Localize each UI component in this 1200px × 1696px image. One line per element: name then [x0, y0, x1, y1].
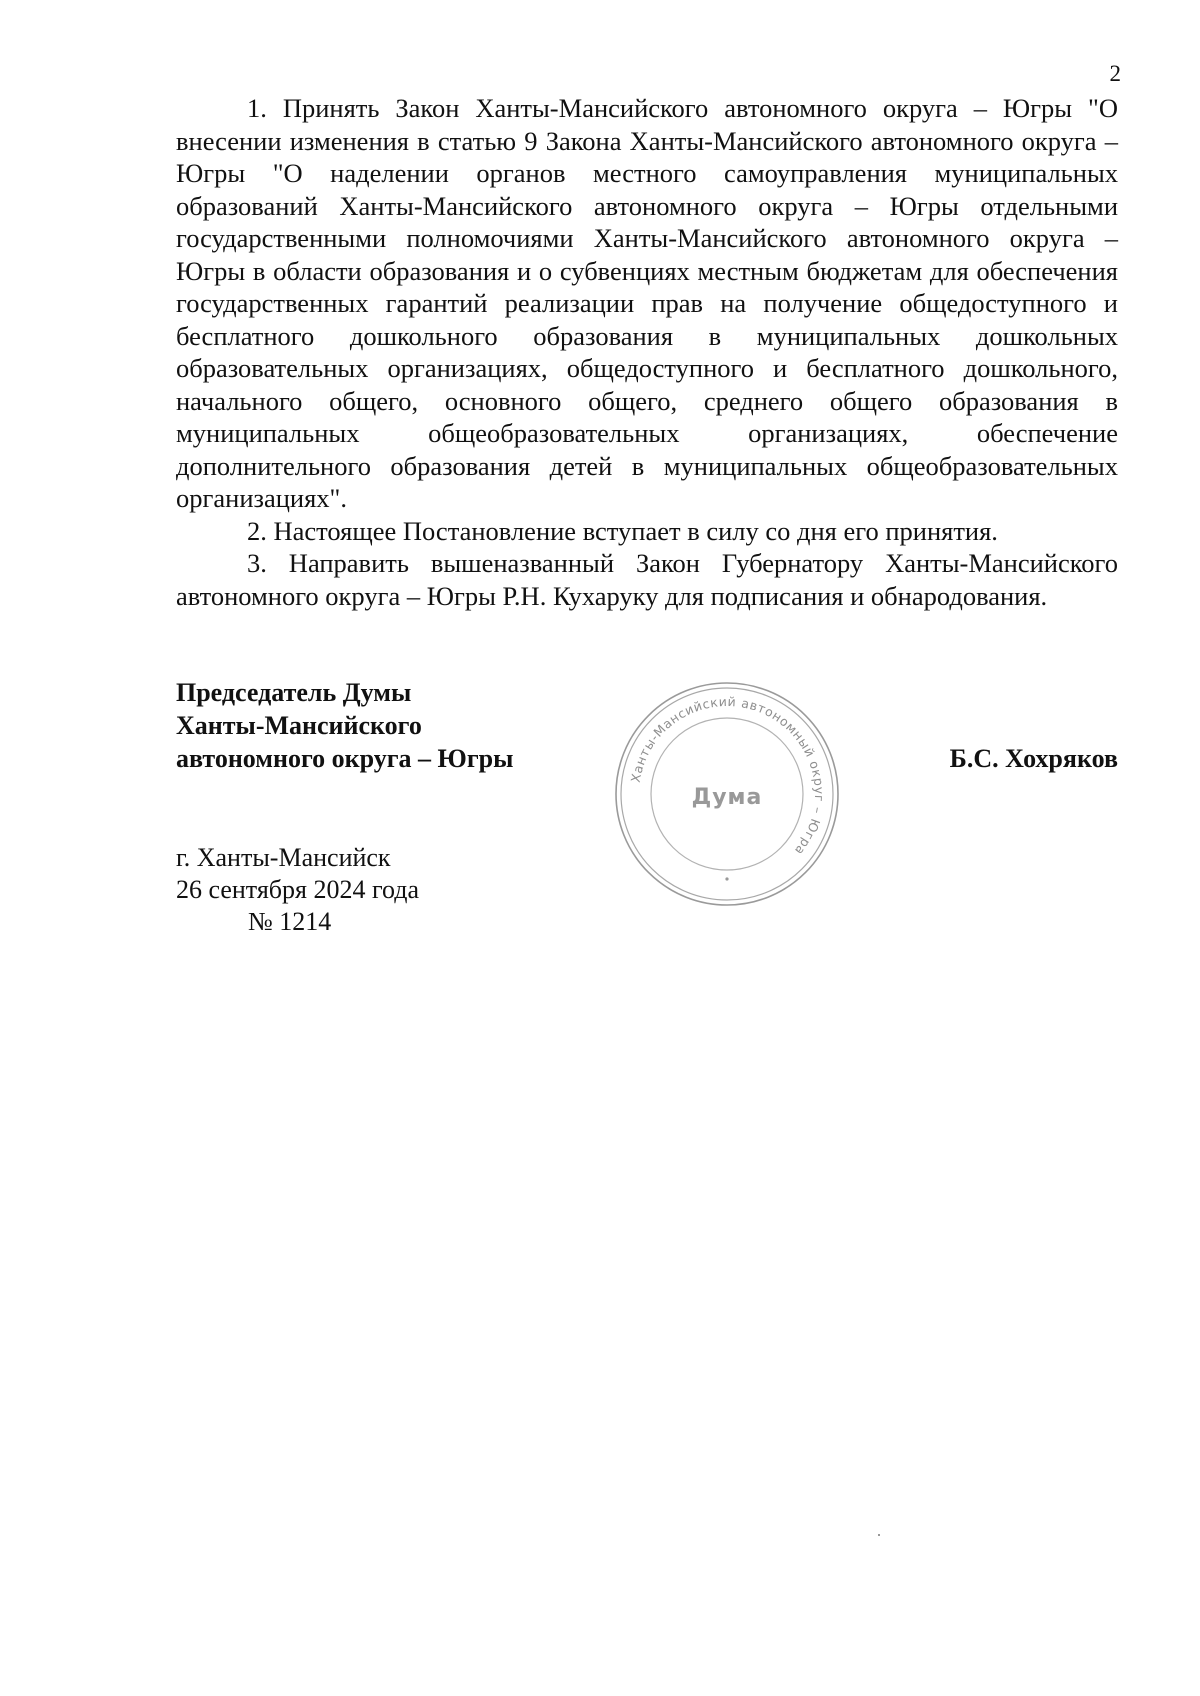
page-number: 2: [1109, 61, 1121, 86]
signatory-name: Б.С. Хохряков: [949, 744, 1118, 773]
seal-center-text: Дума: [691, 785, 763, 810]
adoption-date: 26 сентября 2024 года: [176, 875, 420, 904]
place-date-number: [176, 842, 419, 938]
signatory-title-line-2: Ханты-Мансийского: [176, 711, 422, 740]
scan-speck: [878, 1534, 880, 1536]
document-number: № 1214: [248, 907, 332, 936]
resolution-body: [176, 92, 1118, 612]
signatory-title-line-1: Председатель Думы: [176, 678, 412, 707]
paragraph-1: 1. Принять Закон Ханты-Мансийского автономного округа – Югры "О внесении изменения в статью 9 Закона Ханты-Мансийского автономного округа – Югры "О наделении органов местного самоуправления муниципальных образований Ханты-Мансийского автономного округа – Югры отдельными государственными полномочиями Ханты-Мансийского автономного округа – Югры в области образования и о субвенциях местным бюджетам для обеспечения государственных гарантий реализации прав на получение общедоступного и бесплатного дошкольного образования в муниципальных дошкольных образовательных организациях, общедоступного и бесплатного дошкольного, начального общего, основного общего, среднего общего образования в муниципальных общеобразовательных организациях, обеспечение дополнительного образования детей в муниципальных общеобразовательных организациях".: [176, 93, 1118, 513]
signatory-title-line-3: автономного округа – Югры: [176, 744, 514, 773]
signatory-title: [176, 676, 513, 775]
paragraph-3: 3. Направить вышеназванный Закон Губернатору Ханты-Мансийского автономного округа – Югры Р.Н. Кухаруку для подписания и обнародования.: [176, 548, 1118, 611]
place-of-adoption: г. Ханты-Мансийск: [176, 843, 391, 872]
official-seal-stamp: [614, 681, 840, 907]
paragraph-2: 2. Настоящее Постановление вступает в силу со дня его принятия.: [247, 515, 998, 546]
seal-ring-text: Ханты-Мансийский автономный округ – Югра: [627, 693, 828, 859]
